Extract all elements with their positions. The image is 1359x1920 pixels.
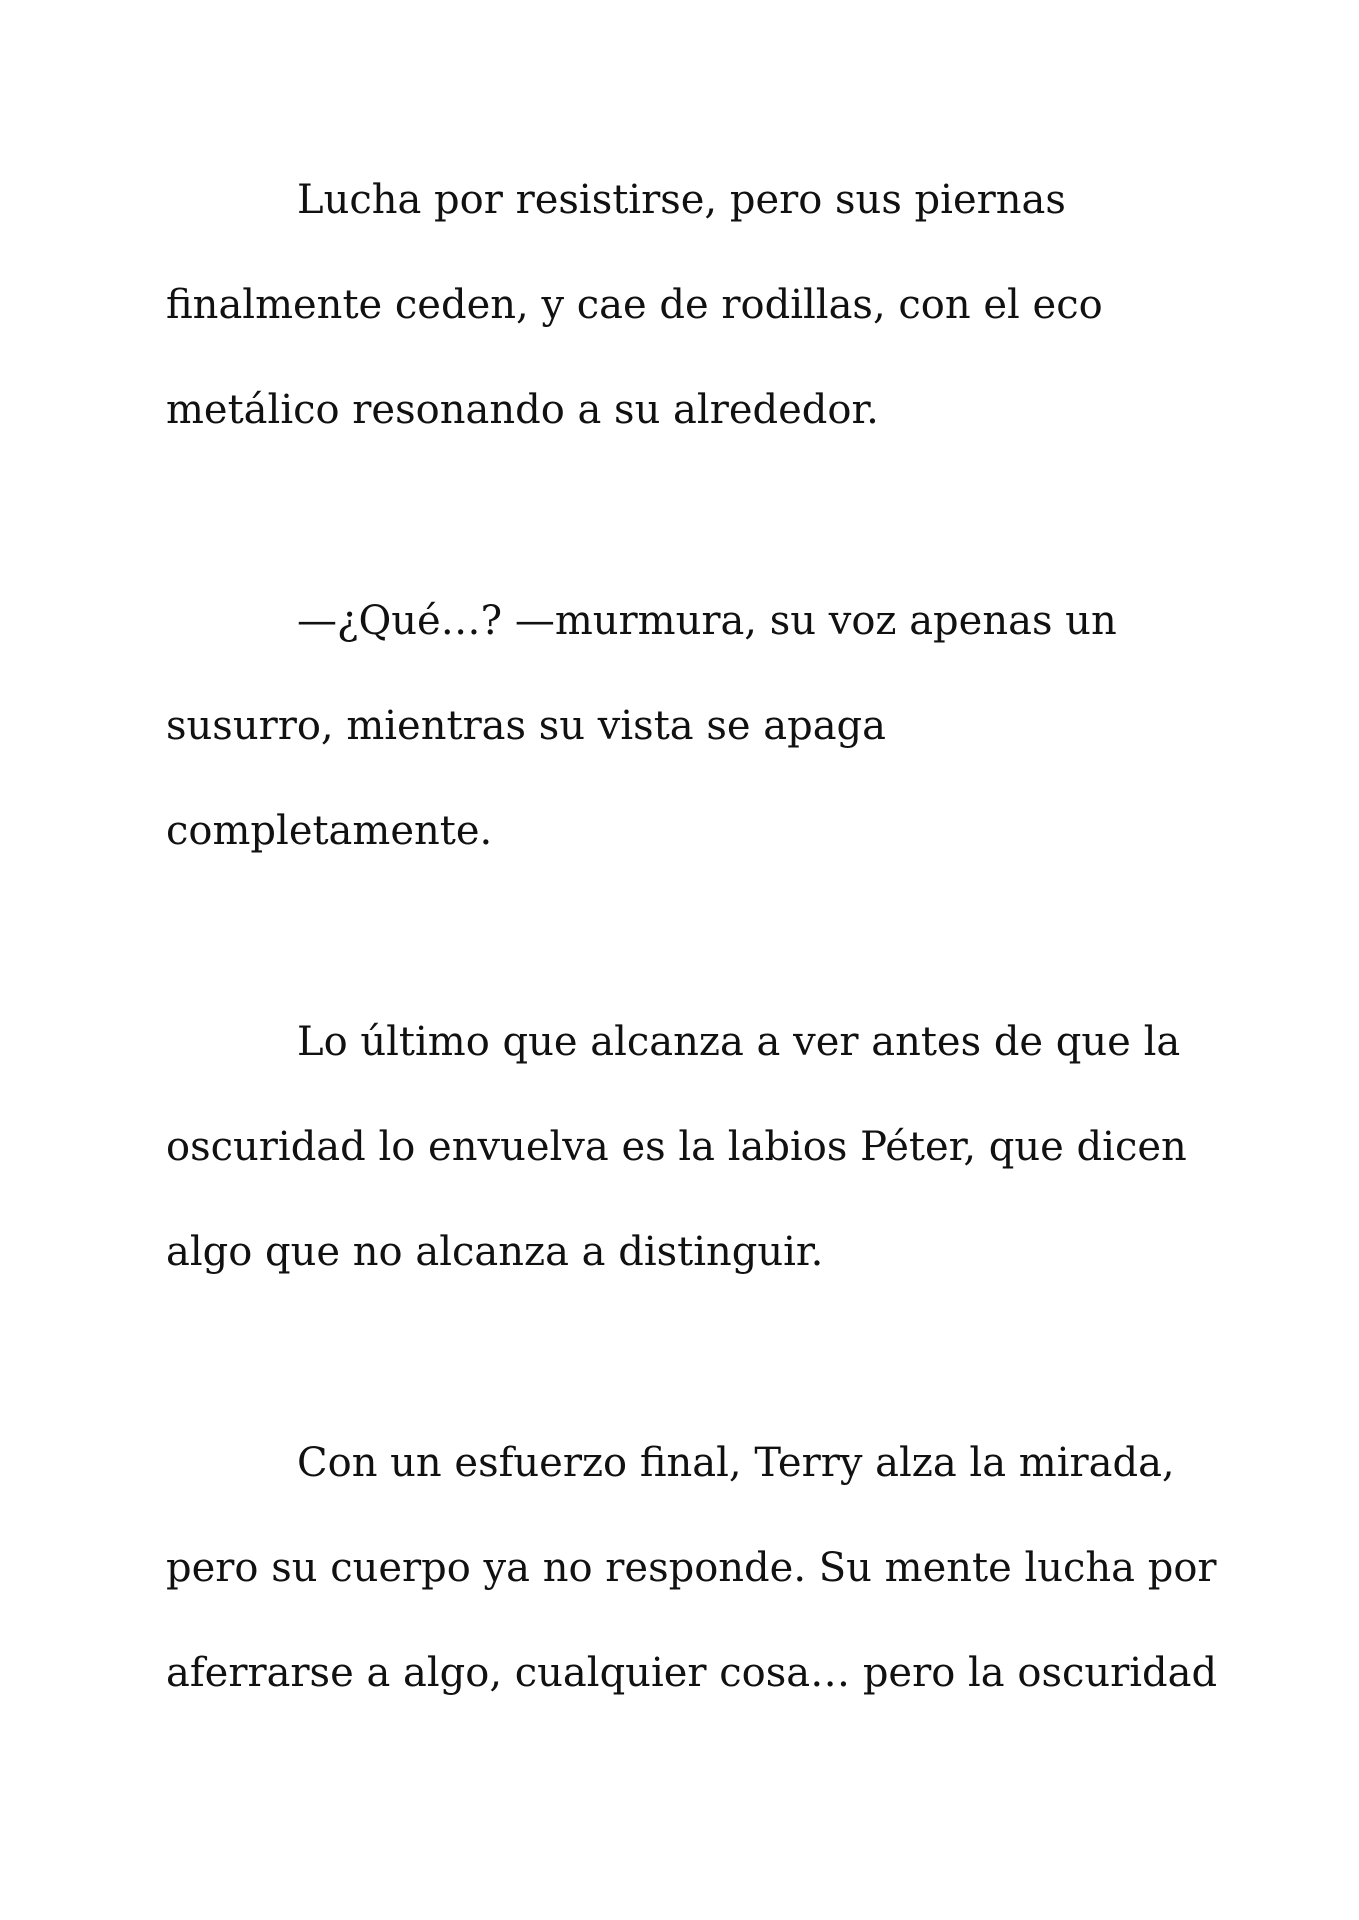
text-line: Lucha por resistirse, pero sus piernas bbox=[297, 177, 1066, 223]
text-line: —¿Qué…? —murmura, su voz apenas un bbox=[297, 598, 1117, 644]
text-line: susurro, mientras su vista se apaga bbox=[166, 703, 886, 749]
text-line: algo que no alcanza a distinguir. bbox=[166, 1229, 824, 1275]
text-line: aferrarse a algo, cualquier cosa… pero la oscuridad bbox=[166, 1650, 1218, 1696]
paragraph-2 bbox=[166, 579, 1216, 894]
body-text bbox=[166, 158, 1216, 1842]
text-line: Lo último que alcanza a ver antes de que la bbox=[297, 1019, 1181, 1065]
text-line: finalmente ceden, y cae de rodillas, con el eco bbox=[166, 282, 1103, 328]
text-line: completamente. bbox=[166, 808, 493, 854]
text-line: oscuridad lo envuelva es la labios Péter, que dicen bbox=[166, 1124, 1187, 1170]
paragraph-3 bbox=[166, 1000, 1216, 1315]
text-line: Con un esfuerzo final, Terry alza la mirada, bbox=[297, 1440, 1175, 1486]
paragraph-1 bbox=[166, 158, 1216, 473]
text-line: pero su cuerpo ya no responde. Su mente lucha por bbox=[166, 1545, 1217, 1591]
text-line: metálico resonando a su alrededor. bbox=[166, 387, 879, 433]
paragraph-4 bbox=[166, 1421, 1216, 1736]
